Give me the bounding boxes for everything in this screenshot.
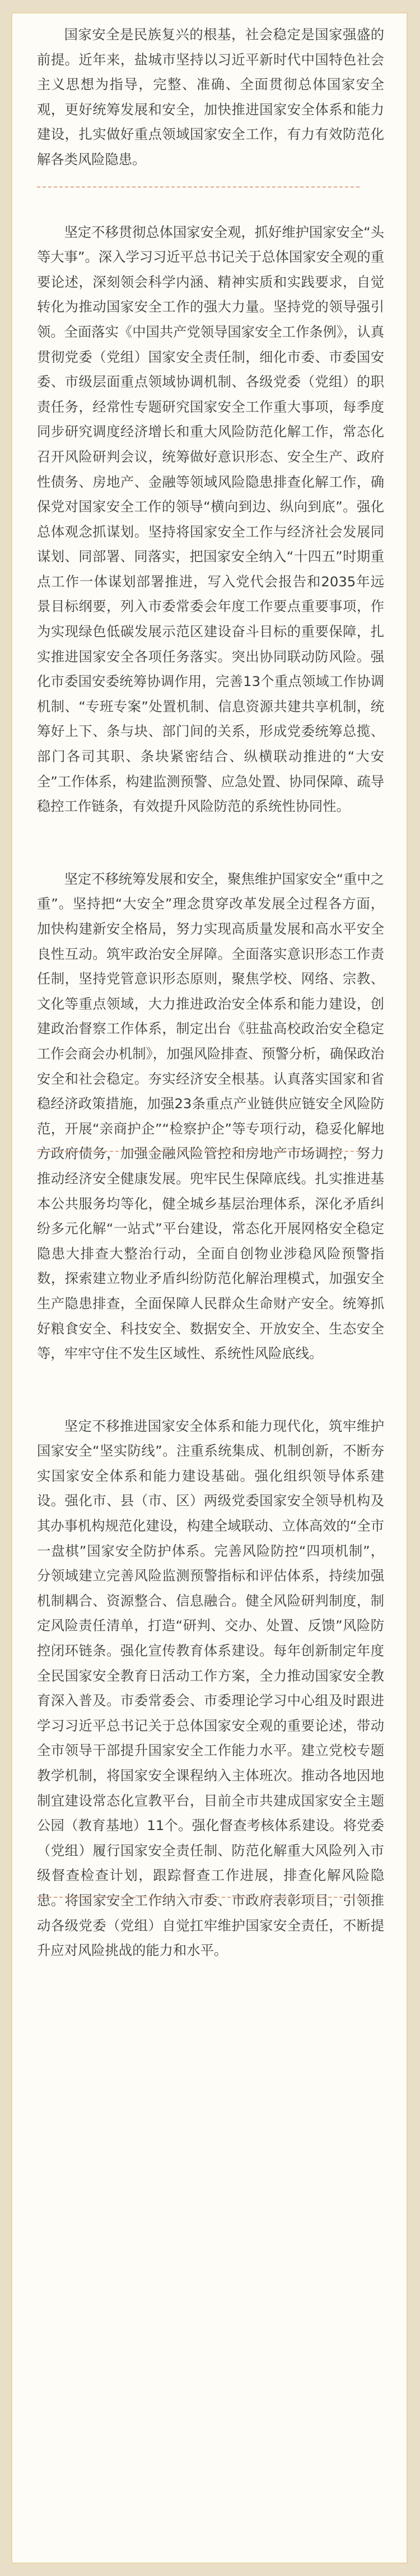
section-divider — [37, 1151, 360, 1152]
intro-paragraph: 国家安全是民族复兴的根基，社会稳定是国家强盛的前提。近年来，盐城市坚持以习近平新时代中国特色社会主义思想为指导，完整、准确、全面贯彻总体国家安全观，更好统筹发展和安全，加快推进国家安全体系和能力建设，扎实做好重点领域国家安全工作，有力有效防范化解各类风险隐患。 — [37, 26, 384, 167]
section-1-paragraph: 坚定不移贯彻总体国家安全观，抓好维护国家安全“头等大事”。深入学习习近平总书记关于总体国家安全观的重要论述，深刻领会科学内涵、精神实质和实践要求，自觉转化为推动国家安全工作的强大力量。坚持党的领导强引领。全面落实《中国共产党领导国家安全工作条例》，认真贯彻党委（党组）国家安全责任制，细化市委、市委国安委、市级层面重点领域协调机制、各级党委（党组）的职责任务，经常性专题研究国家安全工作重大事项，每季度同步研究调度经济增长和重大风险防范化解工作，常态化召开风险研判会议，统筹做好意识形态、安全生产、政府性债务、房地产、金融等领域风险隐患排查化解工作，确保党对国家安全工作的领导“横向到边、纵向到底”。强化总体观念抓谋划。坚持将国家安全工作与经济社会发展同谋划、同部署、同落实，把国家安全纳入“十四五”时期重点工作一体谋划部署推进，写入党代会报告和2035年远景目标纲要，列入市委常委会年度工作要点重要事项，作为实现绿色低碳发展示范区建设奋斗目标的重要保障，扎实推进国家安全各项任务落实。突出协同联动防风险。强化市委国安委统筹协调作用，完善13个重点领域工作协调机制、“专班专案”处置机制、信息资源共建共享机制，统筹好上下、条与块、部门间的关系，形成党委统筹总揽、部门各司其职、条块紧密结合、纵横联动推进的“大安全”工作体系，构建监测预警、应急处置、协同保障、疏导稳控工作链条，有效提升风险防范的系统性协同性。 — [37, 223, 385, 815]
article-body — [37, 22, 384, 1963]
section-2-paragraph: 坚定不移统筹发展和安全，聚焦维护国家安全“重中之重”。坚持把“大安全”理念贯穿改革发展全过程各方面，加快构建新安全格局，努力实现高质量发展和高水平安全良性互动。筑牢政治安全屏障。全面落实意识形态工作责任制，坚持党管意识形态原则，聚焦学校、网络、宗教、文化等重点领域，大力推进政治安全体系和能力建设，创建政治督察工作体系，制定出台《驻盐高校政治安全稳定工作会商会办机制》，加强风险排查、预警分析，确保政治安全和社会稳定。夯实经济安全根基。认真落实国家和省稳经济政策措施，加强23条重点产业链供应链安全风险防范，开展“亲商护企”“检察护企”等专项行动，稳妥化解地方政府债务，加强金融风险管控和房地产市场调控，努力推动经济安全健康发展。兜牢民生保障底线。扎实推进基本公共服务均等化，健全城乡基层治理体系，深化矛盾纠纷多元化解“一站式”平台建设，常态化开展网格安全稳定隐患大排查大整治行动，全面自创物业涉稳风险预警指数，探索建立物业矛盾纠纷防范化解治理模式，加强安全生产隐患排查，全面保障人民群众生命财产安全。统筹抓好粮食安全、科技安全、数据安全、开放安全、生态安全等，牢牢守住不发生区域性、系统性风险底线。 — [37, 870, 385, 1362]
article-card — [11, 12, 408, 2564]
section-3-paragraph: 坚定不移推进国家安全体系和能力现代化，筑牢维护国家安全“坚实防线”。注重系统集成、机制创新，不断夯实国家安全体系和能力建设基础。强化组织领导体系建设。强化市、县（市、区）两级党委国家安全领导机构及其办事机构规范化建设，构建全域联动、立体高效的“全市一盘棋”国家安全防护体系。完善风险防控“四项机制”，分领域建立完善风险监测预警指标和评估体系，持续加强机制耦合、资源整合、信息融合。健全风险研判制度，制定风险责任清单，打造“研判、交办、处置、反馈”风险防控闭环链条。强化宣传教育体系建设。每年创新制定年度全民国家安全教育日活动工作方案，全力推动国家安全教育深入普及。市委常委会、市委理论学习中心组及时跟进学习习近平总书记关于总体国家安全观的重要论述，带动全市领导干部提升国家安全工作能力水平。建立党校专题教学机制，将国家安全课程纳入主体班次。推动各地因地制宜建设常态化宣教平台，目前全市共建成国家安全主题公园（教育基地）11个。强化督查考核体系建设。将党委（党组）履行国家安全责任制、防范化解重大风险列入市级督查检查计划，跟踪督查工作进展，排查化解风险隐患。将国家安全工作纳入市委、市政府表彰项目，引领推动各级党委（党组）自觉扛牢维护国家安全责任，不断提升应对风险挑战的能力和水平。 — [37, 1417, 385, 1959]
section-divider — [37, 1897, 360, 1898]
section-divider — [37, 186, 360, 188]
